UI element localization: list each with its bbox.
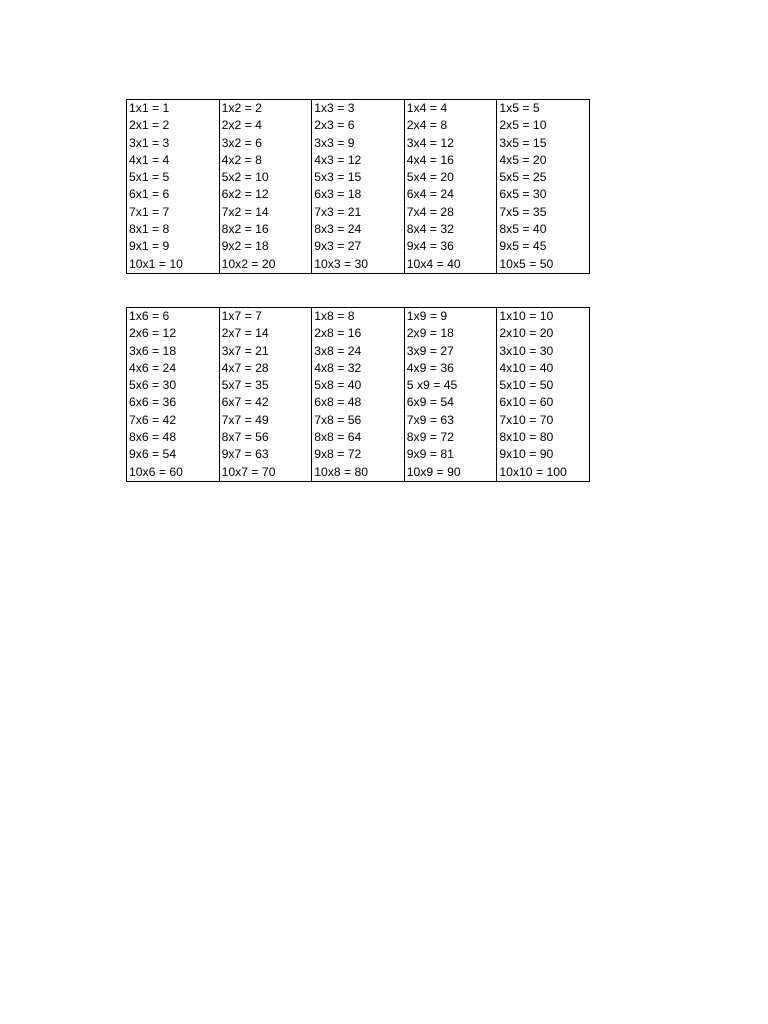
table-cell: 2x2 = 4 bbox=[219, 117, 312, 134]
table-cell: 5x3 = 15 bbox=[312, 169, 405, 186]
table-row bbox=[127, 186, 590, 203]
table-row bbox=[127, 429, 590, 446]
table-cell: 8x6 = 48 bbox=[127, 429, 220, 446]
table-cell: 9x8 = 72 bbox=[312, 446, 405, 463]
table-cell: 10x9 = 90 bbox=[404, 464, 497, 482]
table-cell: 2x5 = 10 bbox=[497, 117, 590, 134]
table-cell: 8x1 = 8 bbox=[127, 221, 220, 238]
table-row bbox=[127, 308, 590, 326]
table-cell: 7x3 = 21 bbox=[312, 204, 405, 221]
table-cell: 7x6 = 42 bbox=[127, 412, 220, 429]
table-cell: 2x8 = 16 bbox=[312, 325, 405, 342]
table-row bbox=[127, 152, 590, 169]
table-cell: 3x1 = 3 bbox=[127, 135, 220, 152]
table-cell: 7x2 = 14 bbox=[219, 204, 312, 221]
table-cell: 2x7 = 14 bbox=[219, 325, 312, 342]
table-cell: 10x6 = 60 bbox=[127, 464, 220, 482]
table-cell: 9x4 = 36 bbox=[404, 238, 497, 255]
table-row bbox=[127, 100, 590, 118]
table-cell: 10x8 = 80 bbox=[312, 464, 405, 482]
table-cell: 1x8 = 8 bbox=[312, 308, 405, 326]
table-cell: 10x7 = 70 bbox=[219, 464, 312, 482]
table-cell: 10x10 = 100 bbox=[497, 464, 590, 482]
table-cell: 5x8 = 40 bbox=[312, 377, 405, 394]
table-cell: 7x9 = 63 bbox=[404, 412, 497, 429]
table-body bbox=[127, 308, 590, 482]
table-cell: 6x7 = 42 bbox=[219, 394, 312, 411]
table-cell: 7x10 = 70 bbox=[497, 412, 590, 429]
table-cell: 4x6 = 24 bbox=[127, 360, 220, 377]
table-cell: 1x7 = 7 bbox=[219, 308, 312, 326]
table-cell: 4x1 = 4 bbox=[127, 152, 220, 169]
table-cell: 9x9 = 81 bbox=[404, 446, 497, 463]
table-row bbox=[127, 446, 590, 463]
table-cell: 8x7 = 56 bbox=[219, 429, 312, 446]
table-body bbox=[127, 100, 590, 274]
table-cell: 1x9 = 9 bbox=[404, 308, 497, 326]
table-cell: 7x4 = 28 bbox=[404, 204, 497, 221]
table-cell: 8x8 = 64 bbox=[312, 429, 405, 446]
table-cell: 9x3 = 27 bbox=[312, 238, 405, 255]
table-cell: 4x4 = 16 bbox=[404, 152, 497, 169]
table-cell: 7x1 = 7 bbox=[127, 204, 220, 221]
table-cell: 6x4 = 24 bbox=[404, 186, 497, 203]
table-cell: 8x4 = 32 bbox=[404, 221, 497, 238]
table-row bbox=[127, 394, 590, 411]
table-cell: 4x9 = 36 bbox=[404, 360, 497, 377]
table-cell: 6x2 = 12 bbox=[219, 186, 312, 203]
table-cell: 1x6 = 6 bbox=[127, 308, 220, 326]
table-cell: 3x10 = 30 bbox=[497, 343, 590, 360]
table-row bbox=[127, 464, 590, 482]
times-table-6-to-10 bbox=[126, 307, 590, 482]
table-row bbox=[127, 117, 590, 134]
table-cell: 9x1 = 9 bbox=[127, 238, 220, 255]
table-row bbox=[127, 169, 590, 186]
table-cell: 5 x9 = 45 bbox=[404, 377, 497, 394]
table-cell: 9x10 = 90 bbox=[497, 446, 590, 463]
table-cell: 6x5 = 30 bbox=[497, 186, 590, 203]
table-cell: 7x8 = 56 bbox=[312, 412, 405, 429]
table-cell: 7x7 = 49 bbox=[219, 412, 312, 429]
table-row bbox=[127, 360, 590, 377]
table-cell: 2x3 = 6 bbox=[312, 117, 405, 134]
table-cell: 8x9 = 72 bbox=[404, 429, 497, 446]
table-cell: 5x2 = 10 bbox=[219, 169, 312, 186]
times-table-1-to-5 bbox=[126, 99, 590, 274]
table-cell: 8x2 = 16 bbox=[219, 221, 312, 238]
table-row bbox=[127, 238, 590, 255]
table-row bbox=[127, 412, 590, 429]
table-row bbox=[127, 256, 590, 274]
table-cell: 10x1 = 10 bbox=[127, 256, 220, 274]
table-cell: 10x4 = 40 bbox=[404, 256, 497, 274]
table-cell: 9x2 = 18 bbox=[219, 238, 312, 255]
table-cell: 8x5 = 40 bbox=[497, 221, 590, 238]
table-cell: 1x4 = 4 bbox=[404, 100, 497, 118]
table-cell: 3x2 = 6 bbox=[219, 135, 312, 152]
table-cell: 3x9 = 27 bbox=[404, 343, 497, 360]
table-cell: 6x9 = 54 bbox=[404, 394, 497, 411]
table-row bbox=[127, 135, 590, 152]
table-row bbox=[127, 343, 590, 360]
table-cell: 7x5 = 35 bbox=[497, 204, 590, 221]
table-cell: 1x5 = 5 bbox=[497, 100, 590, 118]
table-row bbox=[127, 377, 590, 394]
table-cell: 2x10 = 20 bbox=[497, 325, 590, 342]
table-cell: 1x10 = 10 bbox=[497, 308, 590, 326]
table-cell: 10x3 = 30 bbox=[312, 256, 405, 274]
table-cell: 3x5 = 15 bbox=[497, 135, 590, 152]
table-cell: 4x8 = 32 bbox=[312, 360, 405, 377]
table-cell: 5x7 = 35 bbox=[219, 377, 312, 394]
table-cell: 9x6 = 54 bbox=[127, 446, 220, 463]
table-row bbox=[127, 221, 590, 238]
table-cell: 3x8 = 24 bbox=[312, 343, 405, 360]
table-cell: 6x10 = 60 bbox=[497, 394, 590, 411]
table-row bbox=[127, 204, 590, 221]
table-cell: 3x7 = 21 bbox=[219, 343, 312, 360]
table-cell: 8x10 = 80 bbox=[497, 429, 590, 446]
table-cell: 4x3 = 12 bbox=[312, 152, 405, 169]
table-cell: 2x1 = 2 bbox=[127, 117, 220, 134]
table-cell: 5x5 = 25 bbox=[497, 169, 590, 186]
table-cell: 1x2 = 2 bbox=[219, 100, 312, 118]
table-cell: 1x1 = 1 bbox=[127, 100, 220, 118]
table-cell: 5x1 = 5 bbox=[127, 169, 220, 186]
table-cell: 10x2 = 20 bbox=[219, 256, 312, 274]
table-cell: 1x3 = 3 bbox=[312, 100, 405, 118]
table-cell: 2x6 = 12 bbox=[127, 325, 220, 342]
table-cell: 5x4 = 20 bbox=[404, 169, 497, 186]
table-cell: 5x10 = 50 bbox=[497, 377, 590, 394]
table-cell: 6x6 = 36 bbox=[127, 394, 220, 411]
table-cell: 10x5 = 50 bbox=[497, 256, 590, 274]
table-cell: 3x3 = 9 bbox=[312, 135, 405, 152]
table-cell: 9x7 = 63 bbox=[219, 446, 312, 463]
table-cell: 5x6 = 30 bbox=[127, 377, 220, 394]
table-cell: 4x2 = 8 bbox=[219, 152, 312, 169]
table-cell: 2x9 = 18 bbox=[404, 325, 497, 342]
table-cell: 4x7 = 28 bbox=[219, 360, 312, 377]
table-row bbox=[127, 325, 590, 342]
table-cell: 6x8 = 48 bbox=[312, 394, 405, 411]
table-cell: 8x3 = 24 bbox=[312, 221, 405, 238]
table-cell: 4x10 = 40 bbox=[497, 360, 590, 377]
table-cell: 6x3 = 18 bbox=[312, 186, 405, 203]
table-cell: 6x1 = 6 bbox=[127, 186, 220, 203]
table-cell: 9x5 = 45 bbox=[497, 238, 590, 255]
table-cell: 3x6 = 18 bbox=[127, 343, 220, 360]
table-cell: 2x4 = 8 bbox=[404, 117, 497, 134]
table-cell: 4x5 = 20 bbox=[497, 152, 590, 169]
table-cell: 3x4 = 12 bbox=[404, 135, 497, 152]
